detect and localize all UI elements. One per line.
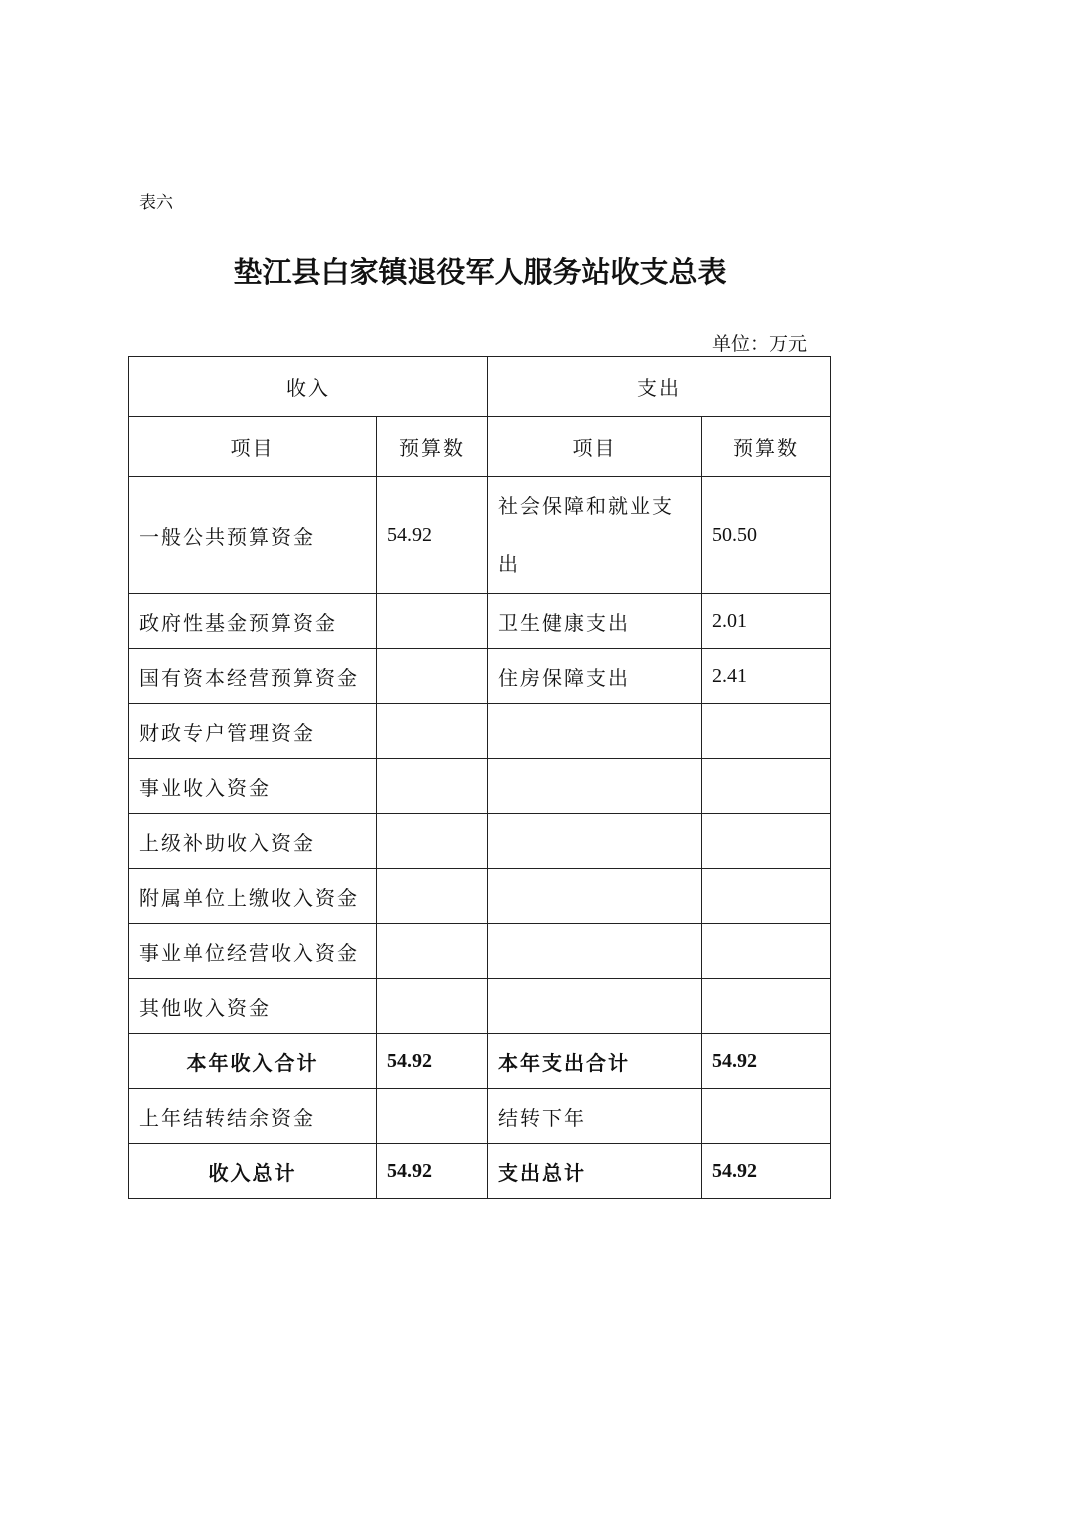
header-income: 收入 [129, 357, 488, 417]
expense-item [488, 704, 702, 759]
expense-value [702, 814, 831, 869]
table-row [129, 1089, 831, 1144]
expense-item [488, 979, 702, 1034]
income-value [377, 1089, 488, 1144]
income-value [377, 979, 488, 1034]
income-value [377, 649, 488, 704]
table-row-total [129, 1144, 831, 1199]
expense-item: 社会保障和就业支出 [488, 477, 702, 594]
income-item: 政府性基金预算资金 [129, 594, 377, 649]
income-item: 国有资本经营预算资金 [129, 649, 377, 704]
header-income-item: 项目 [129, 417, 377, 477]
table-row-subtotal [129, 1034, 831, 1089]
table-number: 表六 [139, 193, 173, 213]
income-item: 其他收入资金 [129, 979, 377, 1034]
table-row [129, 924, 831, 979]
expense-value [702, 869, 831, 924]
table-row [129, 814, 831, 869]
income-value [377, 924, 488, 979]
expense-value [702, 924, 831, 979]
expense-value [702, 704, 831, 759]
income-value [377, 594, 488, 649]
expense-item: 卫生健康支出 [488, 594, 702, 649]
table-row [129, 869, 831, 924]
expense-value: 2.41 [702, 649, 831, 704]
expense-item: 结转下年 [488, 1089, 702, 1144]
income-item: 事业收入资金 [129, 759, 377, 814]
expense-item: 住房保障支出 [488, 649, 702, 704]
header-expense-item: 项目 [488, 417, 702, 477]
income-total-value: 54.92 [377, 1144, 488, 1199]
income-value [377, 814, 488, 869]
expense-item [488, 869, 702, 924]
table-row [129, 759, 831, 814]
income-subtotal-label: 本年收入合计 [129, 1034, 377, 1089]
page-title: 垫江县白家镇退役军人服务站收支总表 [233, 255, 727, 289]
expense-value: 2.01 [702, 594, 831, 649]
income-value [377, 759, 488, 814]
income-value [377, 704, 488, 759]
expense-subtotal-value: 54.92 [702, 1034, 831, 1089]
income-item: 事业单位经营收入资金 [129, 924, 377, 979]
table-row [129, 477, 831, 594]
income-item: 财政专户管理资金 [129, 704, 377, 759]
header-income-budget: 预算数 [377, 417, 488, 477]
table-header-row [129, 357, 831, 417]
table-row [129, 594, 831, 649]
income-value [377, 869, 488, 924]
expense-total-label: 支出总计 [488, 1144, 702, 1199]
income-item: 上年结转结余资金 [129, 1089, 377, 1144]
expense-value [702, 979, 831, 1034]
unit-label: 单位：万元 [712, 333, 808, 355]
budget-table [128, 356, 831, 1199]
expense-subtotal-label: 本年支出合计 [488, 1034, 702, 1089]
expense-value [702, 1089, 831, 1144]
table-subheader-row [129, 417, 831, 477]
header-expense: 支出 [488, 357, 831, 417]
income-item: 一般公共预算资金 [129, 477, 377, 594]
income-value: 54.92 [377, 477, 488, 594]
income-total-label: 收入总计 [129, 1144, 377, 1199]
table-row [129, 704, 831, 759]
income-item: 附属单位上缴收入资金 [129, 869, 377, 924]
expense-total-value: 54.92 [702, 1144, 831, 1199]
table-row [129, 649, 831, 704]
income-item: 上级补助收入资金 [129, 814, 377, 869]
expense-value [702, 759, 831, 814]
expense-item [488, 924, 702, 979]
income-subtotal-value: 54.92 [377, 1034, 488, 1089]
table-row [129, 979, 831, 1034]
expense-item [488, 814, 702, 869]
expense-item [488, 759, 702, 814]
expense-value: 50.50 [702, 477, 831, 594]
header-expense-budget: 预算数 [702, 417, 831, 477]
